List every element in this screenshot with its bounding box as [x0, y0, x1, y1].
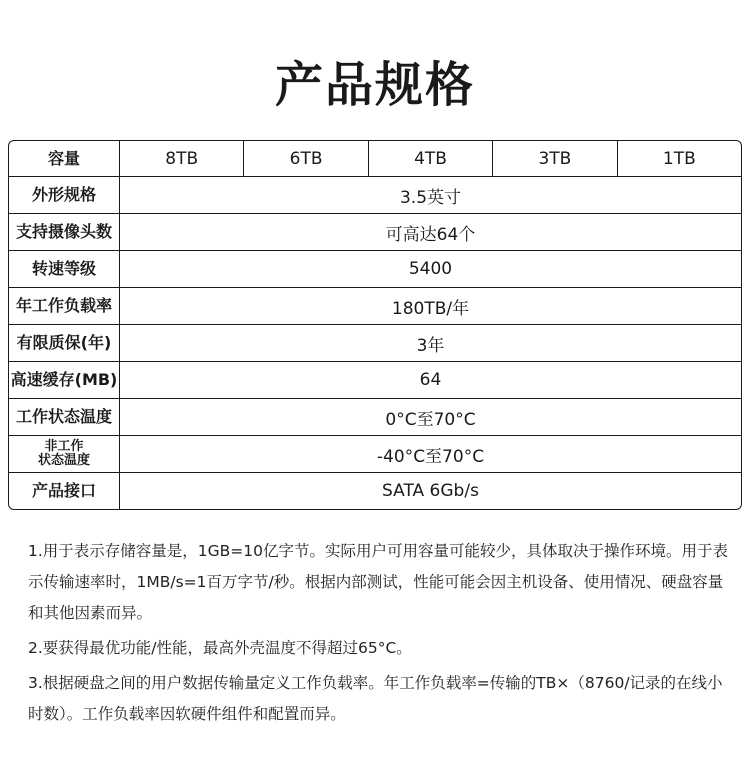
- table-row: [9, 472, 741, 509]
- row-value: -40°C至70°C: [376, 446, 485, 467]
- table-row: [9, 398, 741, 435]
- row-label: 高速缓存(MB): [9, 362, 120, 398]
- row-label: 容量: [9, 141, 120, 176]
- footnote: 2.要获得最优功能/性能，最高外壳温度不得超过65°C。: [28, 639, 412, 657]
- table-row: [9, 361, 741, 398]
- row-label: [9, 436, 120, 472]
- table-row: [9, 250, 741, 287]
- row-label: 支持摄像头数: [9, 214, 120, 250]
- row-label: 外形规格: [9, 177, 120, 213]
- page-title: 产品规格: [274, 57, 475, 113]
- capacity-cell: 4TB: [369, 141, 493, 176]
- footnotes: [28, 536, 728, 734]
- footnote: 3.根据硬盘之间的用户数据传输量定义工作负载率。年工作负载率=传输的TB×（8760/记录的在线小时数）。工作负载率因软硬件组件和配置而异。: [28, 674, 723, 723]
- capacity-cell: 1TB: [662, 148, 696, 169]
- row-value: SATA 6Gb/s: [382, 481, 479, 501]
- table-row-capacity: [9, 141, 741, 176]
- row-value: 可高达64个: [385, 224, 476, 245]
- spec-table: [8, 140, 742, 510]
- row-value: 0°C至70°C: [385, 409, 476, 430]
- table-row: [9, 176, 741, 213]
- footnote: 1.用于表示存储容量是，1GB=10亿字节。实际用户可用容量可能较少，具体取决于操作环境。用于表示传输速率时，1MB/s=1百万字节/秒。根据内部测试，性能可能会因主机设备、使用情况、硬盘容量和其他因素而异。: [28, 542, 729, 622]
- table-row: [9, 435, 741, 472]
- row-label: 年工作负载率: [9, 288, 120, 324]
- capacity-cell: 6TB: [244, 141, 368, 176]
- row-label-line: 非工作: [44, 438, 84, 454]
- row-label: 工作状态温度: [9, 399, 120, 435]
- row-value: 5400: [408, 259, 453, 279]
- capacity-cell: 3TB: [493, 141, 617, 176]
- table-row: [9, 287, 741, 324]
- row-label: 有限质保(年): [9, 325, 120, 361]
- row-label-line: 状态温度: [37, 453, 90, 468]
- row-value: 180TB/年: [391, 298, 470, 319]
- capacity-cell: 8TB: [120, 141, 244, 176]
- row-label: 转速等级: [9, 251, 120, 287]
- table-row: [9, 213, 741, 250]
- row-label: 产品接口: [9, 473, 120, 509]
- row-value: 3.5英寸: [399, 187, 462, 208]
- row-value: 3年: [416, 335, 445, 356]
- table-row: [9, 324, 741, 361]
- row-value: 64: [419, 370, 442, 390]
